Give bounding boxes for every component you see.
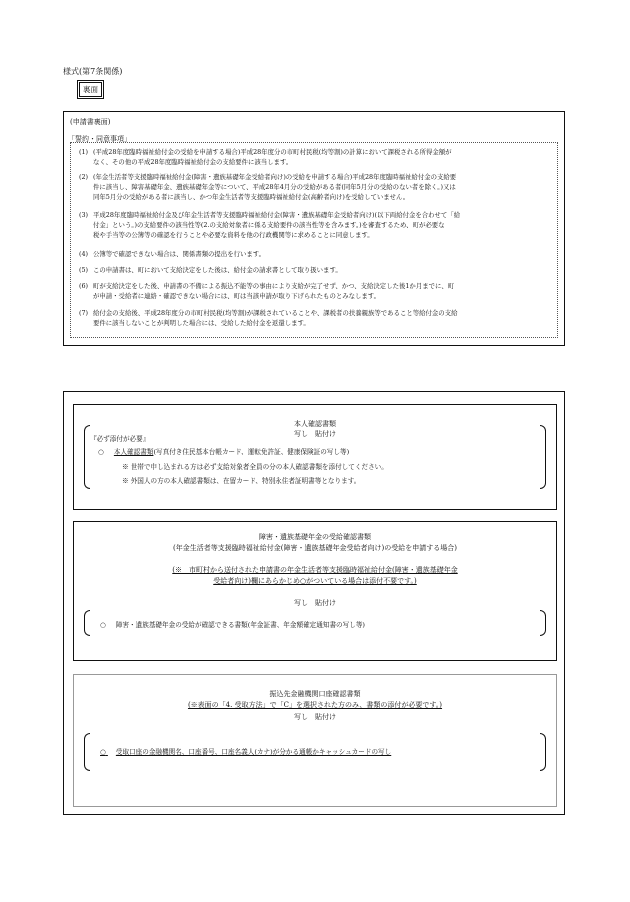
identity-main-item — [98, 446, 349, 456]
item-line: (年金生活者等支援臨時福祉給付金(障害・遺族基礎年金受給者向け)の受給を申請する場合)平成28年度臨時福祉給付金の支給要 — [93, 173, 457, 181]
pension-item-text: 障害・遺族基礎年金の受給が確認できる書類(年金証書、年金額確定通知書の写し等) — [115, 621, 365, 629]
item-number: (2) — [79, 173, 89, 181]
pledge-list — [70, 142, 558, 338]
identity-doc-examples: (写真付き住民基本台帳カード、運転免許証、健康保険証の写し等) — [153, 448, 350, 456]
pension-title: 障害・遺族基礎年金の受給確認書類 — [259, 533, 371, 541]
pledge-subtitle: 「誓約・同意事項」 — [68, 135, 131, 143]
back-side-tag: 裏面 — [79, 82, 102, 97]
item-line: 公簿等で確認できない場合は、関係書類の提出を行います。 — [93, 250, 266, 258]
item-number: (7) — [79, 309, 89, 317]
pledge-item-1 — [79, 148, 549, 168]
pledge-item-6 — [79, 282, 549, 302]
bank-paste-label: 写し 貼付け — [294, 713, 336, 721]
identity-paste-label: 写し 貼付け — [294, 430, 336, 438]
pension-note-line1: (※ 市町村から送付された申請書の年金生活者等支援臨時福祉給付金(障害・遺族基礎年金 — [172, 566, 458, 574]
item-number: (1) — [79, 148, 89, 156]
right-bracket — [540, 733, 546, 771]
identity-document-panel — [73, 404, 557, 510]
item-line: 要件に該当しないことが判明した場合には、受給した給付金を返還します。 — [93, 318, 310, 327]
item-line: が申請・受給者に連絡・確認できない場合には、町は当該申請が取り下げられたものとみなします。 — [93, 291, 381, 300]
pension-paste-label: 写し 貼付け — [294, 599, 336, 607]
item-line: 件に該当し、障害基礎年金、遺族基礎年金等について、平成28年4月分の受給がある者(同年5月分の受給のない者を除く。)又は — [93, 182, 456, 191]
pension-subtitle: (年金生活者等支援臨時福祉給付金(障害・遺族基礎年金受給者向け)の受給を申請する場合) — [173, 544, 457, 552]
item-line: 給付金の支給後、平成28年度分の市町村民税(均等割)が課税されていることや、課税者の扶養親族等であること等給付金の支給 — [93, 309, 458, 317]
bank-title: 振込先金融機関口座確認書類 — [269, 690, 361, 698]
identity-required-label: 『必ず添付が必要』 — [90, 435, 150, 443]
pledge-item-7 — [79, 309, 549, 329]
left-bracket — [84, 610, 90, 636]
item-number: (3) — [79, 211, 89, 219]
item-line: 同年5月分の受給がある者に該当し、かつ年金生活者等支援臨時福祉給付金(高齢者向け)を受給していません。 — [93, 192, 410, 201]
pension-item — [100, 619, 365, 629]
bank-note: (※表面の「4. 受取方法」で「C」を選択された方のみ、書類の添付が必要です。) — [187, 701, 443, 709]
bullet-circle: ○ — [100, 621, 106, 629]
item-line: 町が支給決定をした後、申請書の不備による振込不能等の事由により支給が完了せず、かつ、支給決定した後1か月までに、町 — [93, 282, 455, 290]
item-number: (4) — [79, 250, 89, 258]
pledge-item-5 — [79, 266, 549, 276]
bank-item-text: 受取口座の金融機関名、口座番号、口座名義人(カナ)が分かる通帳かキャッシュカードの写し — [115, 748, 392, 756]
pledge-item-4 — [79, 250, 549, 260]
left-bracket — [84, 733, 90, 771]
bullet-circle: ○ — [100, 748, 106, 756]
pension-note-line2: 受給者向け)欄にあらかじめ○がついている場合は添付不要です。) — [213, 577, 417, 585]
item-line: 付金」という。)の支給要件の該当性等(2.の支給対象者に係る支給要件の該当性等を含みます。)を審査するため、町が必要な — [93, 220, 445, 229]
identity-note-foreign: ※ 外国人の方の本人確認書類は、在留カード、特別永住者証明書等となります。 — [122, 477, 361, 485]
right-bracket — [540, 610, 546, 636]
bank-document-panel — [73, 674, 557, 807]
item-line: (平成28年度臨時福祉給付金の受給を申請する場合)平成28年度分の市町村民税(均等割)の計算において課税される所得金額が — [93, 148, 452, 156]
form-label: 様式(第7条関係) — [63, 67, 123, 76]
item-line: 平成28年度臨時福祉給付金及び年金生活者等支援臨時福祉給付金(障害・遺族基礎年金受給者向け)(以下両給付金を合わせて「給 — [93, 211, 461, 219]
bullet-circle: ○ — [98, 448, 104, 456]
bank-item — [100, 746, 391, 756]
item-line: なく、その他の平成28年度臨時福祉給付金の支給要件に該当します。 — [93, 157, 293, 166]
identity-doc-link: 本人確認書類 — [113, 448, 154, 456]
identity-note-household: ※ 世帯で申し込まれる方は必ず支給対象者全員の分の本人確認書類を添付してください。 — [122, 463, 388, 471]
pledge-title: (申請書裏面) — [70, 118, 111, 126]
item-line: 税や手当等の公簿等の確認を行うことや必要な資料を他の行政機関等に求めることに同意します。 — [93, 230, 374, 239]
identity-title: 本人確認書類 — [294, 420, 336, 428]
pledge-item-2 — [79, 173, 549, 203]
item-line: この申請書は、町において支給決定をした後は、給付金の請求書として取り扱います。 — [93, 266, 342, 274]
pledge-item-3 — [79, 211, 549, 241]
item-number: (6) — [79, 282, 89, 290]
pension-document-panel — [73, 521, 557, 661]
item-number: (5) — [79, 266, 89, 274]
right-bracket — [540, 425, 546, 489]
